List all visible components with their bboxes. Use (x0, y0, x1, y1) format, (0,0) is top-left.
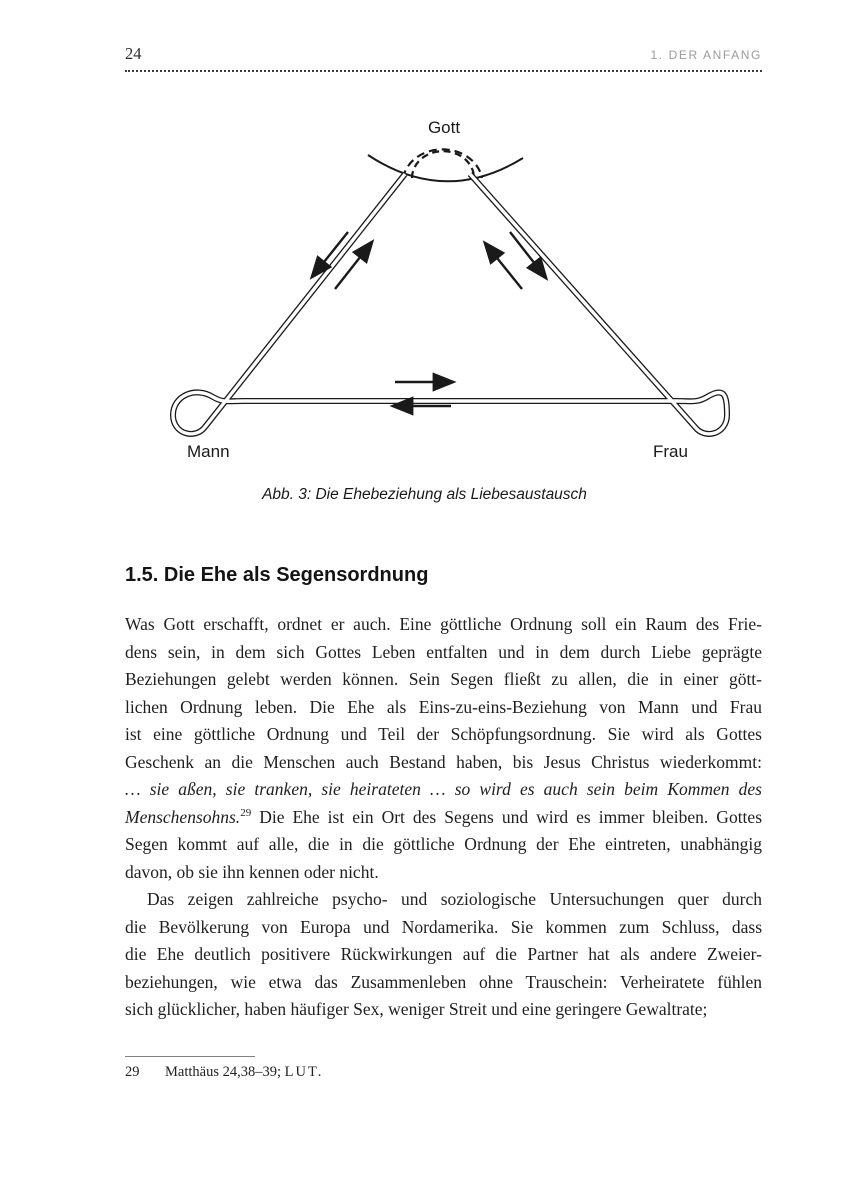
text-segment: davon, ob sie ihn kennen oder nicht. (125, 861, 379, 882)
text-segment: Beziehungen gelebt werden können. Sein Segen fließt zu allen, die in einer gött- (125, 669, 762, 689)
section-heading: 1.5. Die Ehe als Segensordnung (125, 564, 429, 586)
body-line (125, 749, 762, 777)
text-segment: beziehungen, wie etwa das Zusammenleben ohne Trauschein: Verheiratete fühlen (125, 971, 762, 992)
body-line (125, 611, 762, 639)
heaven-arc (368, 155, 523, 181)
text-segment: die Ehe deutlich positivere Rückwirkungen auf die Partner hat als andere Zweier- (125, 944, 762, 964)
text-segment: Segen kommt auf alle, die in die göttliche Ordnung der Ehe eintreten, unabhängig (125, 834, 762, 854)
text-segment: sich glücklicher, haben häufiger Sex, weniger Streit und eine geringere Gewaltrate; (125, 999, 708, 1019)
text-segment: dens sein, in dem sich Gottes Leben entfalten und in dem durch Liebe geprägte (125, 641, 762, 662)
page-header (125, 42, 762, 66)
text-segment: Was Gott erschafft, ordnet er auch. Eine göttliche Ordnung soll ein Raum des Frie- (125, 614, 762, 634)
body-line (125, 666, 762, 694)
text-segment: die Bevölkerung von Europa und Nordamerika. Sie kommen zum Schluss, dass (125, 916, 762, 937)
mann-label: Mann (187, 442, 230, 461)
body-line (125, 831, 762, 859)
body-text (125, 611, 762, 1024)
body-line (125, 721, 762, 749)
footnote-ref: 29 (240, 806, 252, 819)
footnote-source: LUT. (284, 1064, 324, 1080)
body-line (125, 694, 762, 722)
text-segment: lichen Ordnung leben. Die Ehe als Eins-zu-eins-Beziehung von Mann und Frau (125, 696, 762, 717)
body-line (125, 804, 762, 832)
footnote (125, 1064, 762, 1081)
footnote-rule (125, 1056, 255, 1057)
figure-caption: Abb. 3: Die Ehebeziehung als Liebesaustausch (262, 486, 587, 503)
text-segment: Menschensohns. (125, 806, 241, 827)
body-line (125, 639, 762, 667)
header-dotted-rule (125, 70, 762, 72)
body-line (125, 996, 762, 1024)
footnote-text: Matthäus 24,38–39; (165, 1064, 285, 1080)
arrow-right-to-gott (485, 243, 522, 289)
page-number: 24 (125, 44, 142, 63)
body-line (125, 859, 762, 887)
body-line (125, 886, 762, 914)
exchange-arrows (312, 232, 546, 406)
body-line (125, 914, 762, 942)
running-header: 1. DER ANFANG (650, 48, 762, 62)
text-segment: Die Ehe ist ein Ort des Segens und wird es immer bleiben. Gottes (251, 806, 762, 827)
text-segment: Das zeigen zahlreiche psycho- und soziologische Untersuchungen quer durch (147, 889, 762, 909)
footnote-number: 29 (125, 1064, 140, 1080)
text-segment: ist eine göttliche Ordnung und Teil der Schöpfungsordnung. Sie wird als Gottes (125, 724, 762, 744)
frau-label: Frau (653, 442, 688, 461)
arrow-left-to-gott (335, 242, 372, 289)
marriage-triangle-diagram (165, 112, 735, 477)
text-segment: … sie aßen, sie tranken, sie heirateten … so wird es auch sein beim Kommen des (125, 779, 762, 799)
triangle-figure (165, 112, 735, 477)
body-line (125, 776, 762, 804)
gott-label: Gott (427, 118, 461, 137)
triangle-wire (173, 174, 727, 434)
body-line (125, 969, 762, 997)
text-segment: Geschenk an die Menschen auch Bestand haben, bis Jesus Christus wiederkommt: (125, 751, 762, 772)
body-line (125, 941, 762, 969)
